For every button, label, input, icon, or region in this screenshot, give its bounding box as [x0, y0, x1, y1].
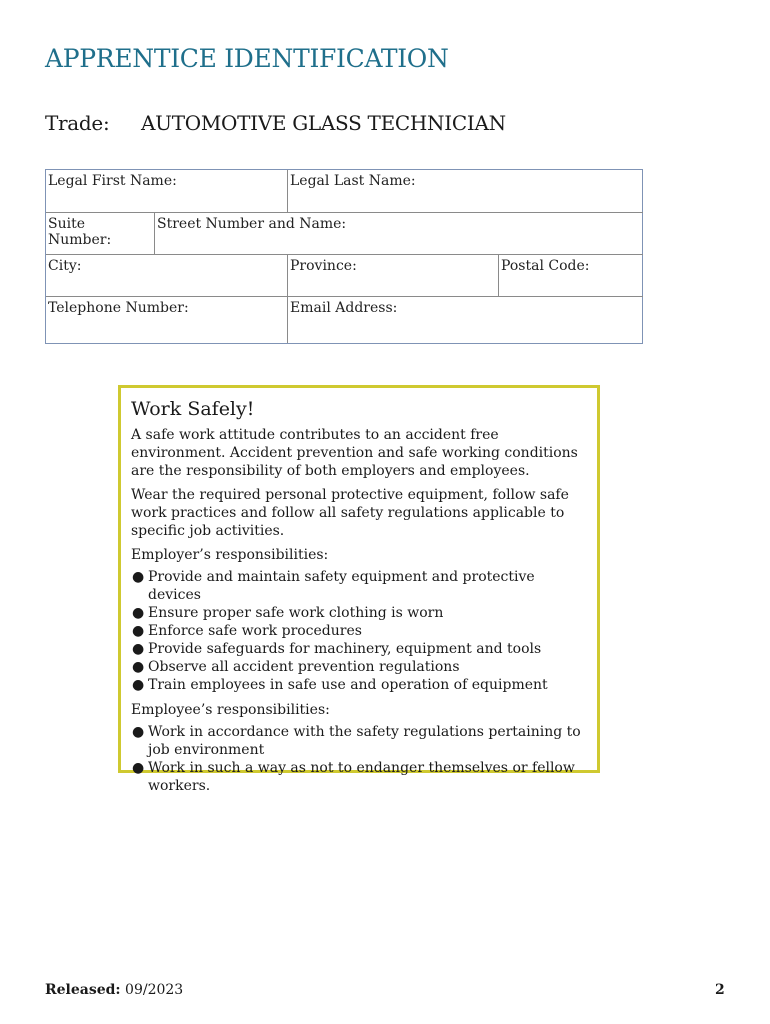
- email-field[interactable]: [287, 296, 643, 343]
- province-field[interactable]: [287, 254, 498, 296]
- province-label: Province:: [290, 258, 357, 274]
- legal-first-name-label: Legal First Name:: [48, 173, 177, 189]
- legal-last-name-label: Legal Last Name:: [290, 173, 416, 189]
- trade-label: Trade:: [45, 111, 110, 135]
- suite-number-field[interactable]: [46, 212, 154, 254]
- suite-number-label: Suite Number:: [48, 216, 112, 248]
- trade-value: AUTOMOTIVE GLASS TECHNICIAN: [141, 111, 506, 135]
- email-label: Email Address:: [290, 300, 398, 316]
- bullet-icon: ●: [132, 677, 145, 693]
- work-safely-box: [118, 385, 600, 794]
- released-label: Released:: [45, 982, 121, 998]
- list-item: ● Enforce safe work procedures: [132, 623, 362, 639]
- street-field[interactable]: [154, 212, 643, 254]
- bullet-icon: ●: [132, 605, 145, 621]
- city-label: City:: [48, 258, 82, 274]
- list-item: ● Provide and maintain safety equipment and protective devices: [132, 569, 535, 603]
- legal-first-name-field[interactable]: [46, 170, 287, 212]
- list-item: ● Train employees in safe use and operation of equipment: [132, 677, 548, 693]
- street-label: Street Number and Name:: [157, 216, 347, 232]
- page-number: 2: [715, 982, 725, 998]
- safety-paragraph-2: Wear the required personal protective equipment, follow safe work practices and follow all safety regulations applicable to specific job activities.: [131, 487, 569, 539]
- employee-list: [131, 723, 587, 795]
- bullet-icon: ●: [132, 569, 145, 585]
- released-value: 09/2023: [125, 982, 184, 998]
- list-item: ● Provide safeguards for machinery, equipment and tools: [132, 641, 542, 657]
- work-safely-heading: Work Safely!: [131, 398, 255, 420]
- city-field[interactable]: [46, 254, 287, 296]
- telephone-label: Telephone Number:: [48, 300, 189, 316]
- bullet-icon: ●: [132, 623, 145, 639]
- legal-last-name-field[interactable]: [287, 170, 643, 212]
- safety-paragraph-1: A safe work attitude contributes to an accident free environment. Accident prevention and safe working conditions are the responsibility of both employers and employees.: [131, 427, 578, 479]
- telephone-field[interactable]: [46, 296, 287, 343]
- postal-code-label: Postal Code:: [501, 258, 590, 274]
- list-item: ● Work in such a way as not to endanger themselves or fellow workers.: [132, 760, 575, 794]
- page-title: APPRENTICE IDENTIFICATION: [45, 44, 449, 73]
- trade-row: [45, 111, 506, 135]
- employee-heading: Employee’s responsibilities:: [131, 702, 330, 718]
- bullet-icon: ●: [132, 724, 145, 740]
- list-item: ● Observe all accident prevention regulations: [132, 659, 460, 675]
- apprentice-form: [45, 169, 643, 344]
- bullet-icon: ●: [132, 641, 145, 657]
- postal-code-field[interactable]: [498, 254, 643, 296]
- employer-list: [131, 568, 587, 694]
- list-item: ● Work in accordance with the safety regulations pertaining to job environment: [132, 724, 581, 758]
- bullet-icon: ●: [132, 760, 145, 776]
- employer-heading: Employer’s responsibilities:: [131, 547, 329, 563]
- released-footer: [45, 982, 183, 998]
- bullet-icon: ●: [132, 659, 145, 675]
- list-item: ● Ensure proper safe work clothing is worn: [132, 605, 444, 621]
